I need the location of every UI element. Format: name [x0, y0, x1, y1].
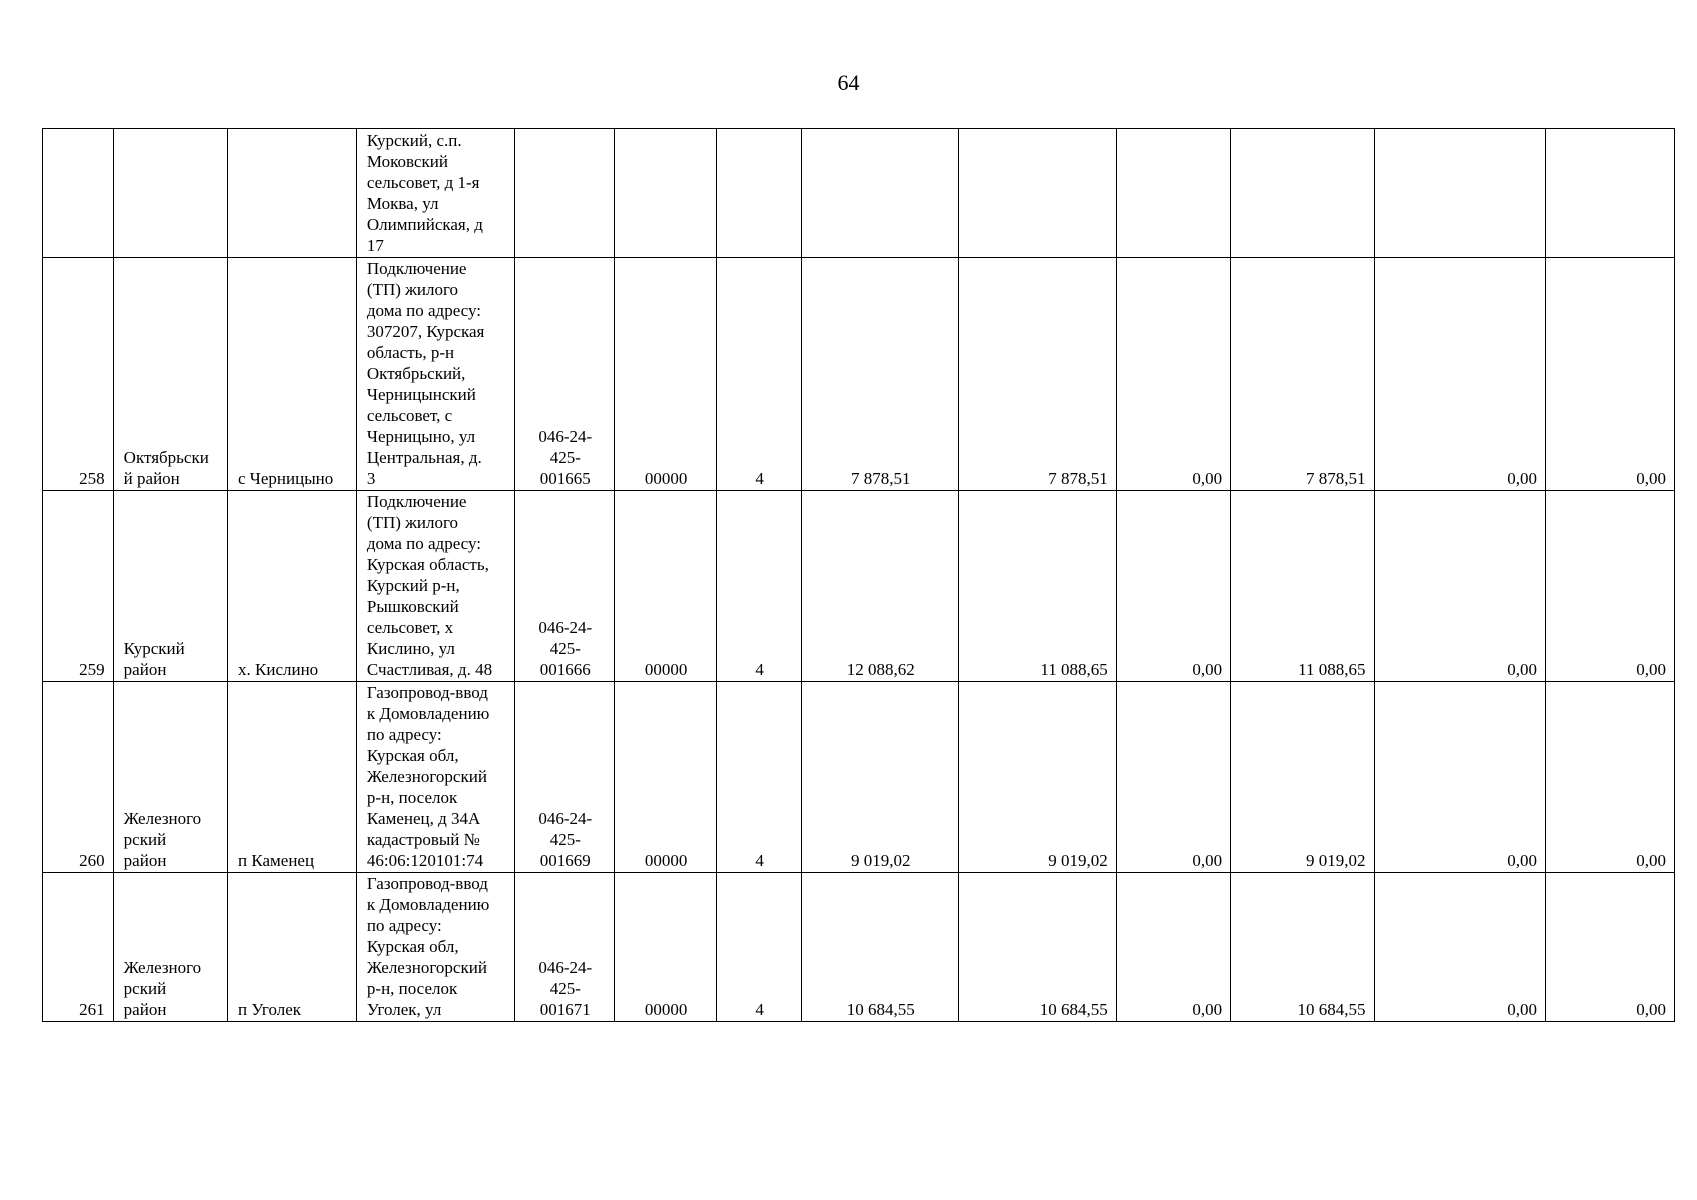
- amount-cell: 0,00: [1116, 491, 1230, 682]
- table-body: [43, 129, 1675, 1022]
- table-row: [43, 258, 1675, 491]
- object-code-cell: 046-24- 425- 001666: [514, 491, 614, 682]
- amount-cell: 0,00: [1374, 258, 1546, 491]
- row-number: 259: [43, 491, 114, 682]
- category-cell: [716, 129, 801, 258]
- row-number: 260: [43, 682, 114, 873]
- category-cell: 4: [716, 258, 801, 491]
- district-cell: Октябрьски й район: [113, 258, 227, 491]
- description-cell: Газопровод-ввод к Домовладению по адресу: Курская обл, Железногорский р-н, поселок Уголек, ул: [356, 873, 514, 1022]
- description-cell: Газопровод-ввод к Домовладению по адресу: Курская обл, Железногорский р-н, поселок Каменец, д 34А кадастровый № 46:06:120101:74: [356, 682, 514, 873]
- category-cell: 4: [716, 682, 801, 873]
- description-cell: Курский, с.п. Моковский сельсовет, д 1-я Моква, ул Олимпийская, д 17: [356, 129, 514, 258]
- code-cell: 00000: [614, 682, 716, 873]
- amount-cell: 10 684,55: [801, 873, 958, 1022]
- amount-cell: [1231, 129, 1374, 258]
- registry-table: [42, 128, 1675, 1022]
- district-cell: Железного рский район: [113, 682, 227, 873]
- amount-cell: 7 878,51: [1231, 258, 1374, 491]
- district-cell: [113, 129, 227, 258]
- table-row: [43, 129, 1675, 258]
- amount-cell: 11 088,65: [1231, 491, 1374, 682]
- amount-cell: 10 684,55: [1231, 873, 1374, 1022]
- table-row: [43, 873, 1675, 1022]
- code-cell: 00000: [614, 258, 716, 491]
- page-number: 64: [837, 70, 860, 95]
- amount-cell: 0,00: [1546, 491, 1675, 682]
- amount-cell: 0,00: [1116, 873, 1230, 1022]
- locality-cell: п Каменец: [228, 682, 357, 873]
- amount-cell: 7 878,51: [801, 258, 958, 491]
- category-cell: 4: [716, 491, 801, 682]
- amount-cell: 0,00: [1116, 258, 1230, 491]
- amount-cell: 0,00: [1374, 491, 1546, 682]
- locality-cell: п Уголек: [228, 873, 357, 1022]
- district-cell: Курский район: [113, 491, 227, 682]
- table-row: [43, 682, 1675, 873]
- object-code-cell: [514, 129, 614, 258]
- amount-cell: 0,00: [1374, 682, 1546, 873]
- locality-cell: х. Кислино: [228, 491, 357, 682]
- object-code-cell: 046-24- 425- 001671: [514, 873, 614, 1022]
- code-cell: 00000: [614, 873, 716, 1022]
- locality-cell: [228, 129, 357, 258]
- amount-cell: 12 088,62: [801, 491, 958, 682]
- district-cell: Железного рский район: [113, 873, 227, 1022]
- amount-cell: 9 019,02: [958, 682, 1116, 873]
- amount-cell: 9 019,02: [801, 682, 958, 873]
- row-number: [43, 129, 114, 258]
- amount-cell: 9 019,02: [1231, 682, 1374, 873]
- object-code-cell: 046-24- 425- 001669: [514, 682, 614, 873]
- amount-cell: [1116, 129, 1230, 258]
- row-number: 261: [43, 873, 114, 1022]
- description-cell: Подключение (ТП) жилого дома по адресу: Курская область, Курский р-н, Рышковский сельсовет, х Кислино, ул Счастливая, д. 48: [356, 491, 514, 682]
- locality-cell: с Черницыно: [228, 258, 357, 491]
- amount-cell: 11 088,65: [958, 491, 1116, 682]
- amount-cell: [801, 129, 958, 258]
- amount-cell: 0,00: [1546, 873, 1675, 1022]
- amount-cell: 0,00: [1374, 873, 1546, 1022]
- table-row: [43, 491, 1675, 682]
- object-code-cell: 046-24- 425- 001665: [514, 258, 614, 491]
- amount-cell: 7 878,51: [958, 258, 1116, 491]
- code-cell: [614, 129, 716, 258]
- description-cell: Подключение (ТП) жилого дома по адресу: 307207, Курская область, р-н Октябрьский, Черницынский сельсовет, с Черницыно, ул Центральная, д. 3: [356, 258, 514, 491]
- category-cell: 4: [716, 873, 801, 1022]
- amount-cell: [958, 129, 1116, 258]
- amount-cell: [1546, 129, 1675, 258]
- row-number: 258: [43, 258, 114, 491]
- code-cell: 00000: [614, 491, 716, 682]
- amount-cell: [1374, 129, 1546, 258]
- amount-cell: 0,00: [1546, 258, 1675, 491]
- amount-cell: 0,00: [1546, 682, 1675, 873]
- amount-cell: 0,00: [1116, 682, 1230, 873]
- amount-cell: 10 684,55: [958, 873, 1116, 1022]
